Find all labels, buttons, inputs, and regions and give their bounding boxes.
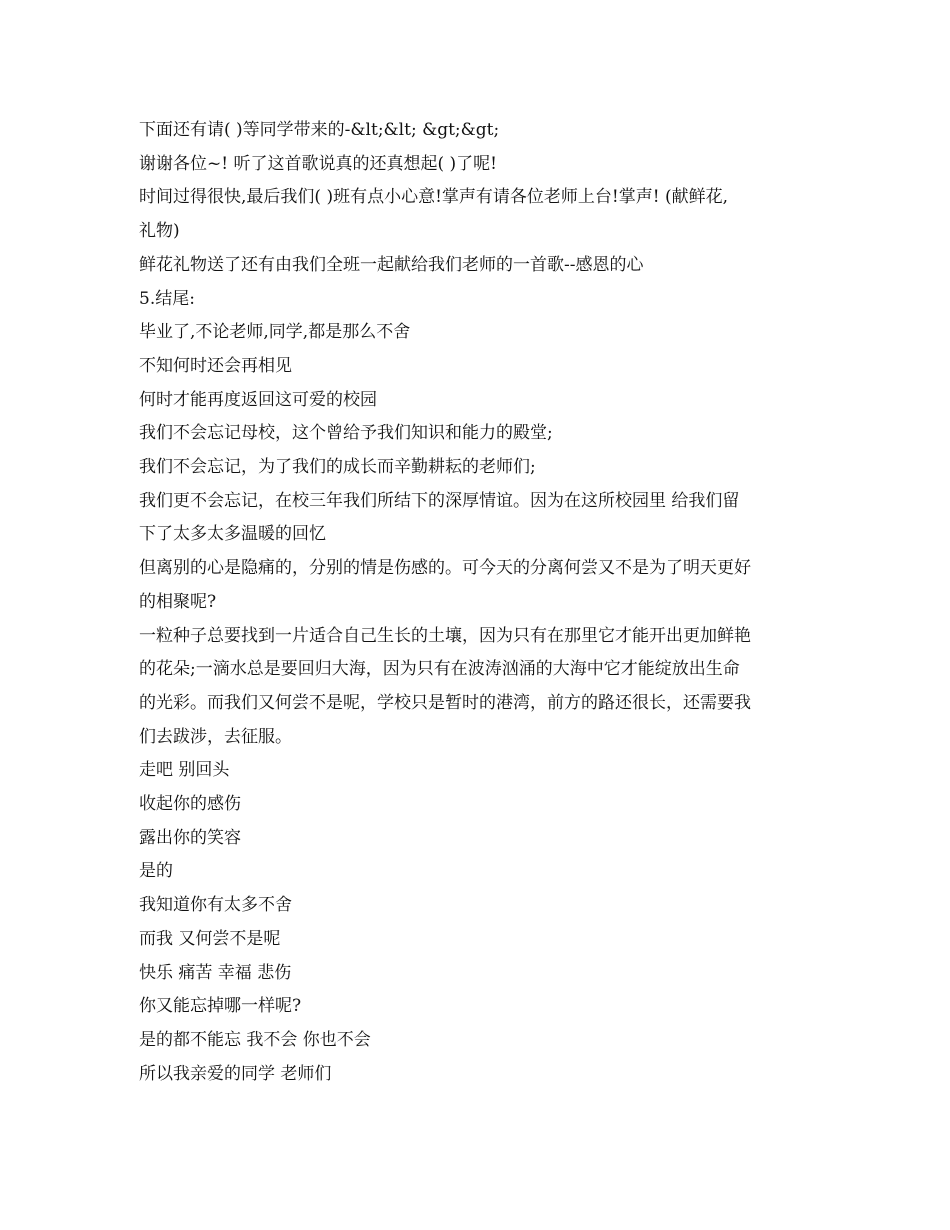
text-line: 我们更不会忘记，在校三年我们所结下的深厚情谊。因为在这所校园里 给我们留	[139, 490, 740, 511]
text-line: 时间过得很快,最后我们( )班有点小心意!掌声有请各位老师上台!掌声! (献鲜花,	[139, 187, 729, 208]
poem-line: 而我 又何尝不是呢	[139, 928, 281, 949]
text-line: 下了太多太多温暖的回忆	[139, 524, 326, 545]
poem-line: 是的	[139, 861, 173, 882]
text-line: 何时才能再度返回这可爱的校园	[139, 389, 377, 410]
text-line: 的花朵;一滴水总是要回归大海，因为只有在波涛汹涌的大海中它才能绽放出生命	[139, 659, 740, 680]
text-line: 鲜花礼物送了还有由我们全班一起献给我们老师的一首歌--感恩的心	[139, 254, 644, 275]
poem-line: 收起你的感伤	[139, 794, 241, 815]
poem-line: 露出你的笑容	[139, 827, 241, 848]
poem-line: 我知道你有太多不舍	[139, 895, 292, 916]
text-line: 的光彩。而我们又何尝不是呢，学校只是暂时的港湾，前方的路还很长，还需要我	[139, 692, 751, 713]
document-body	[139, 114, 815, 1091]
poem-line: 你又能忘掉哪一样呢?	[139, 996, 302, 1017]
poem-line: 所以我亲爱的同学 老师们	[139, 1063, 332, 1084]
text-line: 的相聚呢?	[139, 591, 217, 612]
text-line: 礼物)	[139, 221, 180, 242]
text-line: 下面还有请( )等同学带来的-&lt;&lt; &gt;&gt;	[139, 120, 500, 140]
text-line: 我们不会忘记母校，这个曾给予我们知识和能力的殿堂;	[139, 423, 553, 444]
text-line: 们去跋涉，去征服。	[139, 726, 292, 747]
text-line: 我们不会忘记，为了我们的成长而辛勤耕耘的老师们;	[139, 457, 536, 478]
text-line: 毕业了,不论老师,同学,都是那么不舍	[139, 322, 411, 343]
section-heading: 5.结尾:	[139, 288, 195, 309]
text-line: 谢谢各位~! 听了这首歌说真的还真想起( )了呢!	[139, 153, 497, 174]
poem-line: 是的都不能忘 我不会 你也不会	[139, 1029, 371, 1050]
text-line: 不知何时还会再相见	[139, 355, 292, 376]
poem-line: 走吧 别回头	[139, 760, 230, 781]
poem-line: 快乐 痛苦 幸福 悲伤	[139, 962, 292, 983]
text-line: 但离别的心是隐痛的，分别的情是伤感的。可今天的分离何尝又不是为了明天更好	[139, 558, 751, 579]
text-line: 一粒种子总要找到一片适合自己生长的土壤，因为只有在那里它才能开出更加鲜艳	[139, 625, 751, 646]
